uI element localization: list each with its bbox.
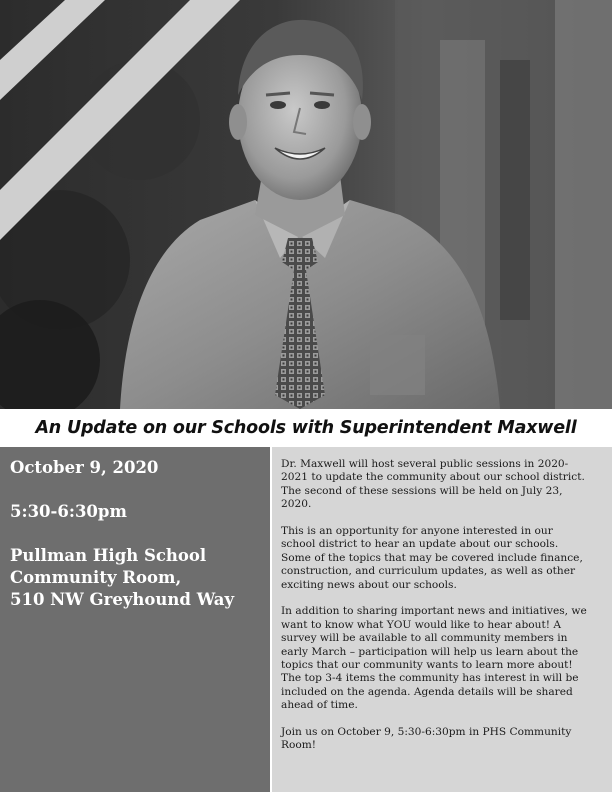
text-line: 2021 to update the community about our school district.	[281, 471, 585, 484]
event-location-line: Pullman High School	[10, 546, 207, 565]
paragraph-opportunity	[281, 525, 604, 592]
text-line: Dr. Maxwell will host several public sessions in 2020-	[281, 458, 569, 470]
text-line: The second of these sessions will be held on July 23,	[281, 484, 563, 497]
text-line: survey will be available to all community members in	[281, 632, 568, 645]
event-date: October 9, 2020	[10, 458, 159, 477]
text-line: want to know what YOU would like to hear about! A	[281, 618, 562, 631]
event-location-line: Community Room,	[10, 568, 182, 587]
text-line: ahead of time.	[281, 699, 358, 712]
text-line: Some of the topics that may be covered include finance,	[281, 551, 583, 564]
description-panel	[272, 447, 612, 792]
text-line: Room!	[281, 739, 317, 752]
text-line: 2020.	[281, 498, 312, 511]
title-bar	[0, 409, 612, 447]
text-line: In addition to sharing important news and initiatives, we	[281, 605, 587, 618]
text-line: early March – participation will help us learn about the	[281, 645, 579, 658]
text-line: Join us on October 9, 5:30-6:30pm in PHS Community	[281, 726, 572, 739]
event-location-line: 510 NW Greyhound Way	[10, 590, 235, 609]
paragraph-survey	[281, 605, 604, 712]
paragraph-sessions	[281, 458, 604, 512]
paragraph-join	[281, 726, 604, 753]
event-time: 5:30-6:30pm	[10, 502, 127, 521]
text-line: construction, and curriculum updates, as well as other	[281, 565, 576, 578]
text-line: exciting news about our schools.	[281, 578, 457, 591]
text-line: school district to hear an update about our schools.	[281, 538, 559, 551]
text-line: This is an opportunity for anyone interested in our	[281, 525, 553, 538]
text-line: included on the agenda. Agenda details will be shared	[281, 685, 573, 698]
page-title: An Update on our Schools with Superintendent Maxwell	[35, 418, 577, 438]
text-line: The top 3-4 items the community has interest in will be	[281, 672, 579, 685]
event-details-panel	[0, 447, 270, 792]
text-line: topics that our community wants to learn more about!	[281, 659, 573, 672]
